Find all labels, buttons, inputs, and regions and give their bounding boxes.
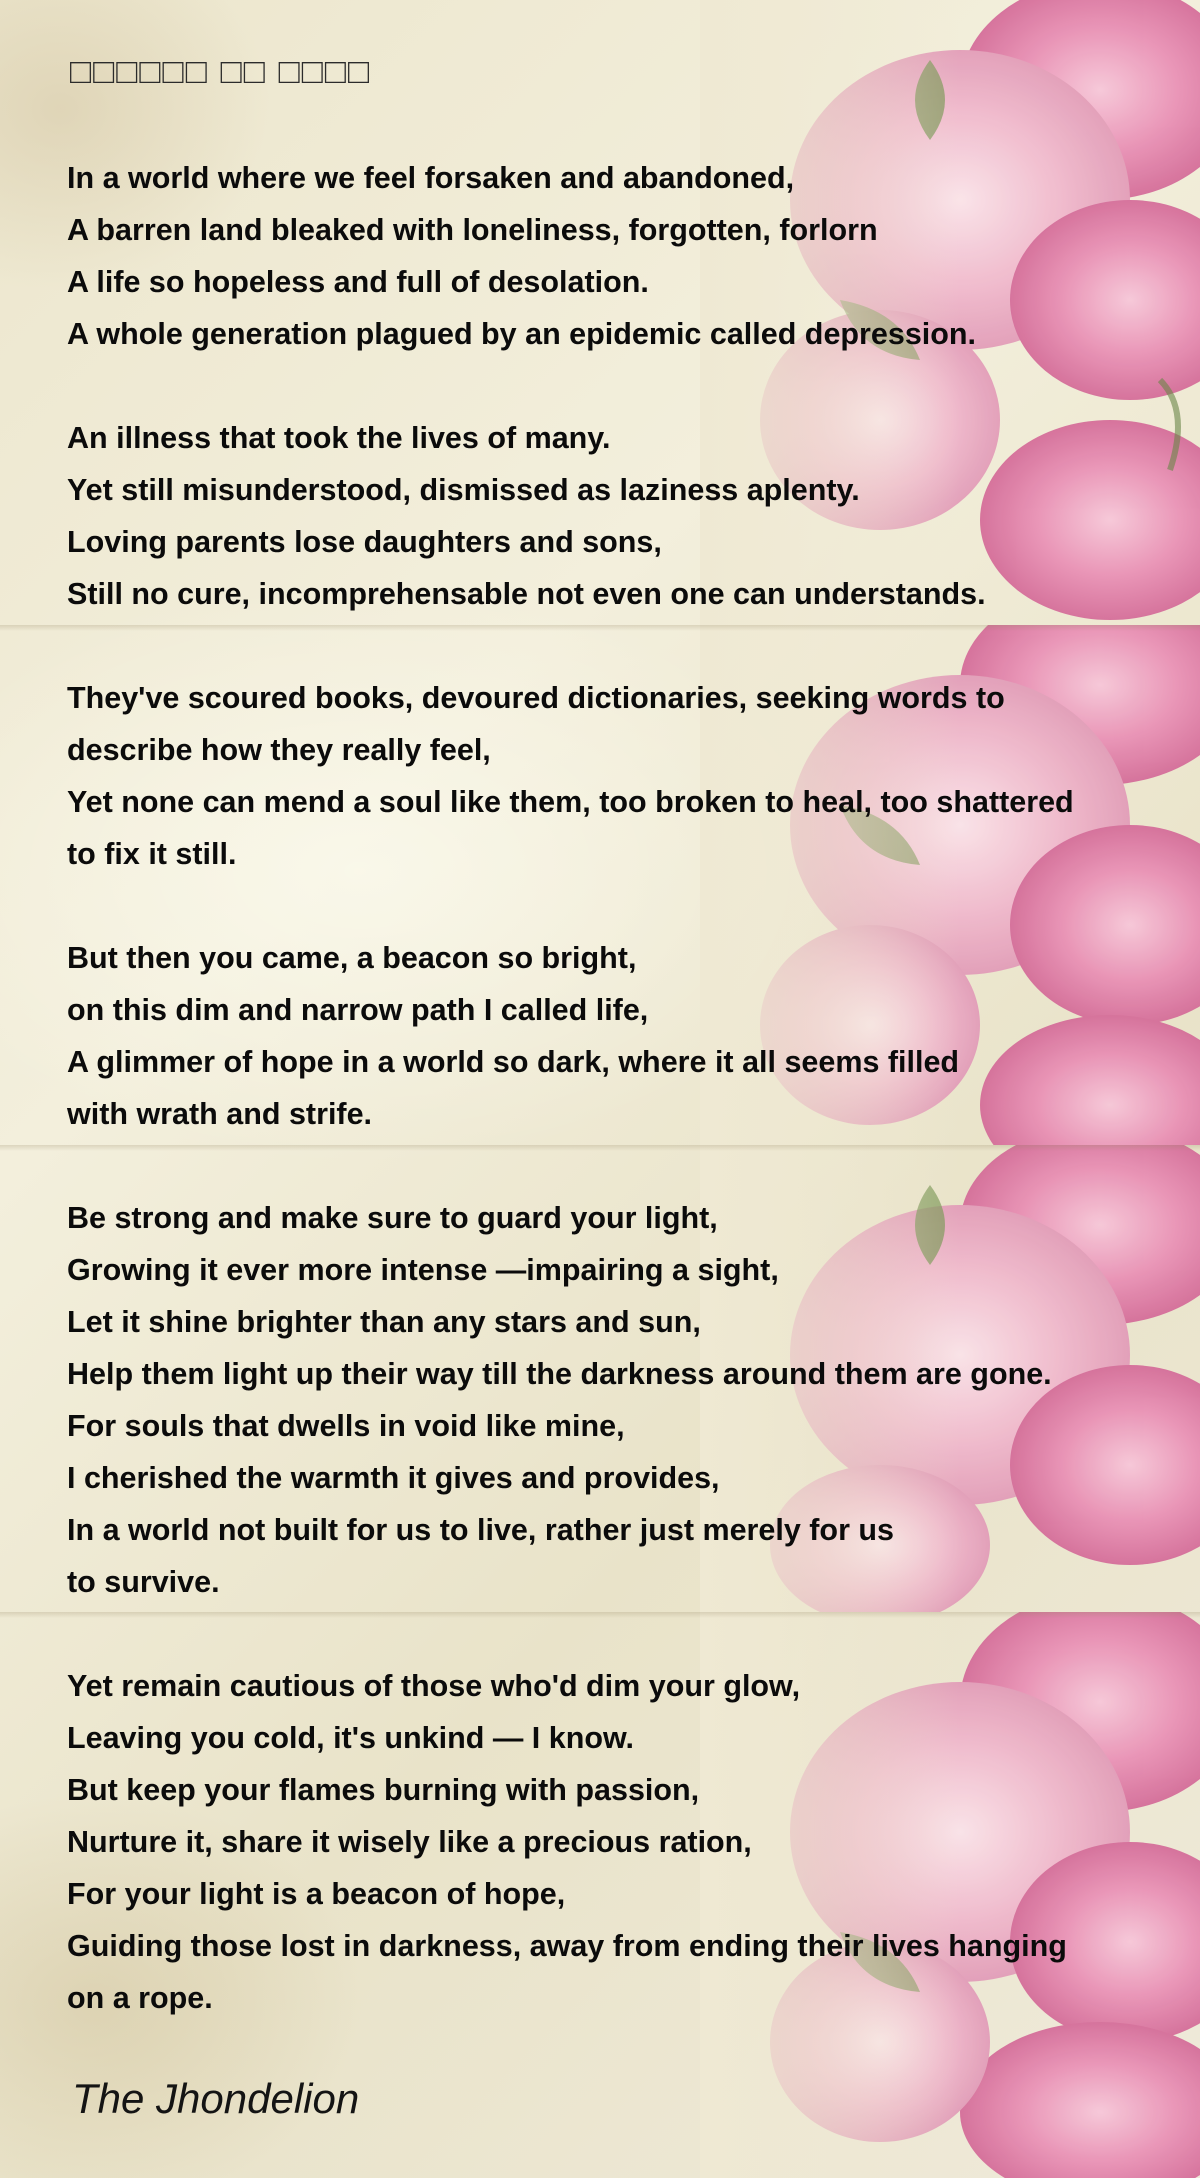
poem-line: They've scoured books, devoured dictionaries, seeking words to [67,681,1005,715]
stanza [67,152,1177,360]
poem-line: Leaving you cold, it's unkind — I know. [67,1721,635,1755]
poem-line: A glimmer of hope in a world so dark, where it all seems filled [67,1045,960,1079]
poem-body [67,152,1177,2024]
poem-title: □□□□□□ □□ □□□□ [70,52,372,91]
poem-line: describe how they really feel, [67,733,491,767]
poem-line: For your light is a beacon of hope, [67,1877,566,1911]
stanza [67,1192,1177,1608]
poem-line: Nurture it, share it wisely like a precious ration, [67,1825,752,1859]
poem-line: with wrath and strife. [67,1097,373,1131]
poem-line: Be strong and make sure to guard your light, [67,1201,718,1235]
poem-line: Help them light up their way till the darkness around them are gone. [67,1357,1052,1391]
poem-line: In a world not built for us to live, rather just merely for us [67,1513,894,1547]
poem-line: to fix it still. [67,837,237,871]
stanza [67,1660,1177,2024]
poem-line: Growing it ever more intense —impairing a sight, [67,1253,779,1287]
poem-line: on a rope. [67,1981,213,2015]
poem-line: A barren land bleaked with loneliness, forgotten, forlorn [67,213,878,247]
poem-line: Let it shine brighter than any stars and sun, [67,1305,701,1339]
poem-line: Yet remain cautious of those who'd dim your glow, [67,1669,801,1703]
poem-line: A whole generation plagued by an epidemic called depression. [67,317,976,351]
poem-line: Still no cure, incomprehensable not even one can understands. [67,577,986,611]
poem-line: But then you came, a beacon so bright, [67,941,637,975]
poem-line: to survive. [67,1565,220,1599]
poem-line: For souls that dwells in void like mine, [67,1409,625,1443]
poem-author: The Jhondelion [72,2075,360,2122]
poem-line: An illness that took the lives of many. [67,421,611,455]
poem-line: I cherished the warmth it gives and provides, [67,1461,720,1495]
poem-line: Yet still misunderstood, dismissed as laziness aplenty. [67,473,860,507]
poem-line: But keep your flames burning with passion, [67,1773,700,1807]
poem-line: A life so hopeless and full of desolation. [67,265,649,299]
poem-line: Loving parents lose daughters and sons, [67,525,662,559]
poem-line: Guiding those lost in darkness, away from ending their lives hanging [67,1929,1067,1963]
poem-line: In a world where we feel forsaken and abandoned, [67,161,795,195]
stanza [67,412,1177,620]
stanza [67,932,1177,1140]
poem-line: on this dim and narrow path I called life, [67,993,649,1027]
stanza [67,672,1177,880]
poem-line: Yet none can mend a soul like them, too broken to heal, too shattered [67,785,1074,819]
